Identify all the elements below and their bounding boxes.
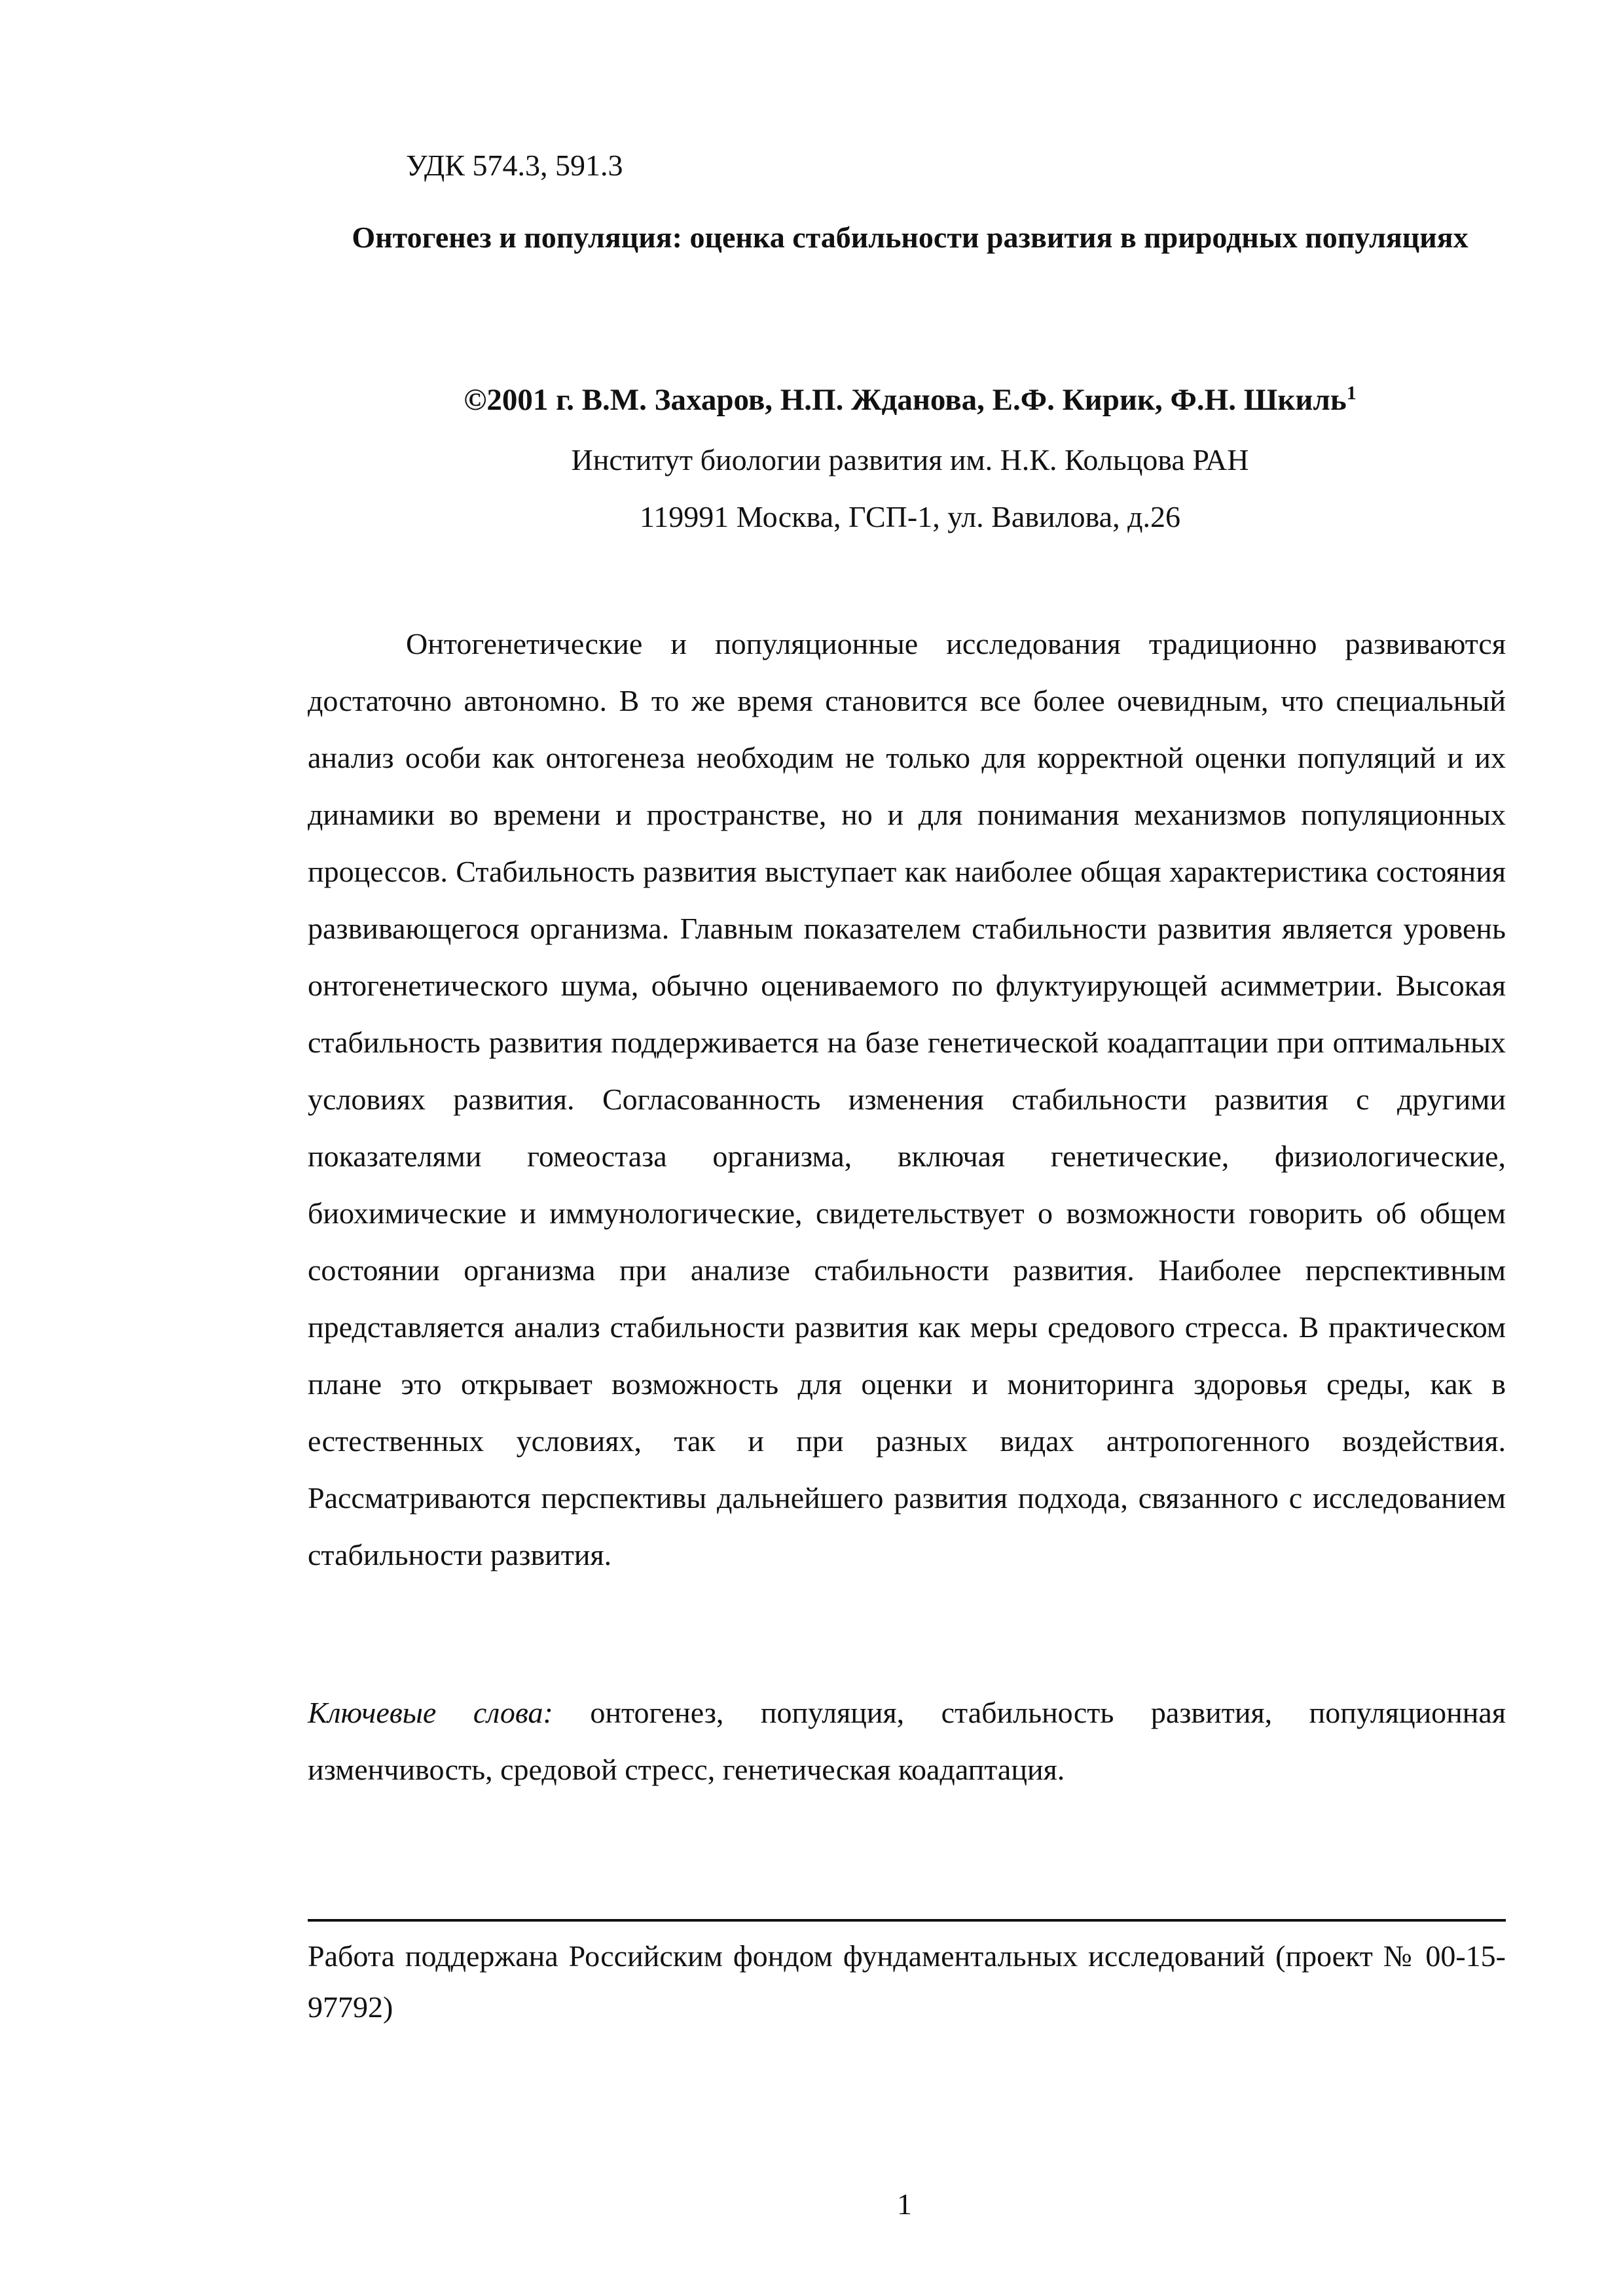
author-line [308,382,1512,417]
paper-title: Онтогенез и популяция: оценка стабильности развития в природных популяциях [352,221,1468,254]
institute-name: Институт биологии развития им. Н.К. Кольцова РАН [571,443,1249,476]
keywords-paragraph [308,1684,1506,1798]
authors-text: ©2001 г. В.М. Захаров, Н.П. Жданова, Е.Ф. Кирик, Ф.Н. Шкиль [464,383,1347,417]
keywords-text: онтогенез, популяция, стабильность развития, популяционная изменчивость, средовой стресс, генетическая коадаптация. [308,1696,1506,1786]
abstract-paragraph: Онтогенетические и популяционные исследования традиционно развиваются достаточно автономно. В то же время становится все более очевидным, что специальный анализ особи как онтогенеза необходим не только для корректной оценки популяций и их динамики во времени и пространстве, но и для понимания механизмов популяционных процессов. Стабильность развития выступает как наиболее общая характеристика состояния развивающегося организма. Главным показателем стабильности развития является уровень онтогенетического шума, обычно оцениваемого по флуктуирующей асимметрии. Высокая стабильность развития поддерживается на базе генетической коадаптации при оптимальных условиях развития. Согласованность изменения стабильности развития с другими показателями гомеостаза организма, включая генетические, физиологические, биохимические и иммунологические, свидетельствует о возможности говорить об общем состоянии организма при анализе стабильности развития. Наиболее перспективным представляется анализ стабильности развития как меры средового стресса. В практическом плане это открывает возможность для оценки и мониторинга здоровья среды, как в естественных условиях, так и при разных видах антропогенного воздействия. Рассматриваются перспективы дальнейшего развития подхода, связанного с исследованием стабильности развития. [308,627,1506,1571]
author-footnote-mark: 1 [1346,382,1357,404]
page-number: 1 [897,2187,912,2221]
udk-code: УДК 574.3, 591.3 [406,149,623,182]
keywords-label: Ключевые слова: [308,1696,553,1729]
funding-footnote: Работа поддержана Российским фондом фундаментальных исследований (проект № 00-15-97792) [308,1939,1506,2024]
footnote-divider [308,1919,1506,1922]
institute-address: 119991 Москва, ГСП-1, ул. Вавилова, д.26 [640,500,1180,533]
